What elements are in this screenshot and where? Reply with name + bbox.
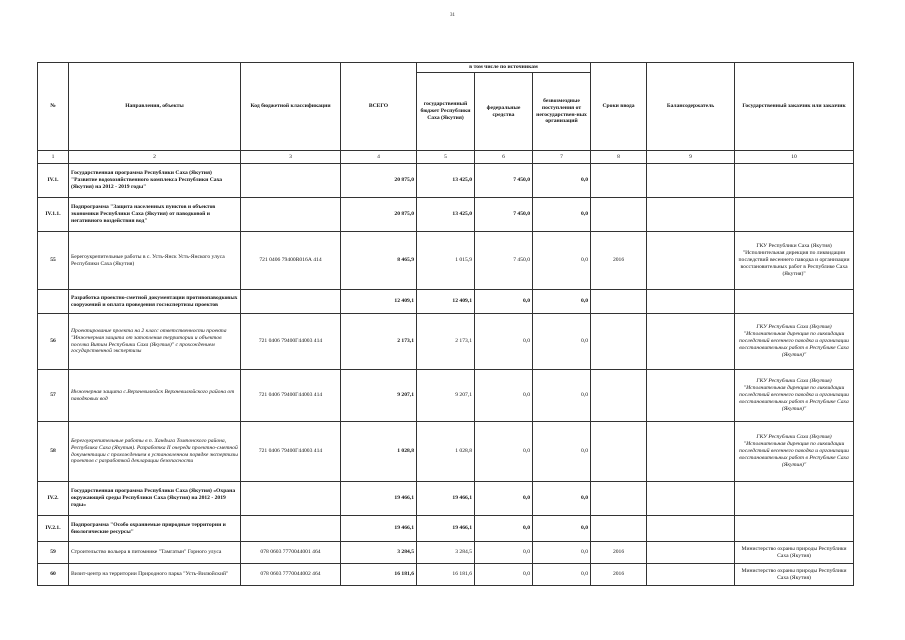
- row-holder: [647, 516, 735, 542]
- row-state-budget: 12 409,1: [417, 290, 475, 314]
- row-customer: [735, 198, 854, 232]
- row-budget-code: 078 0603 7770044002 464: [241, 564, 341, 586]
- col-num: 7: [533, 151, 591, 164]
- row-customer: ГКУ Республики Саха (Якутия) "Исполнительная дирекция по ликвидации последствий весеннего паводка и организации восстановительных работ в Республике Саха (Якутия)": [735, 422, 854, 482]
- row-federal: 7 450,0: [475, 164, 533, 198]
- row-federal: 7 450,0: [475, 232, 533, 290]
- row-customer: ГКУ Республики Саха (Якутия) "Исполнительная дирекция по ликвидации последствий весеннего паводка и организации восстановительных работ в Республике Саха (Якутия)": [735, 370, 854, 422]
- row-state-budget: 19 466,1: [417, 482, 475, 516]
- row-budget-code: 721 0406 79400R016А 414: [241, 232, 341, 290]
- row-gratuitous: 0,0: [533, 370, 591, 422]
- header-budget-code: Код бюджетной классификации: [241, 63, 341, 151]
- row-gratuitous: 0,0: [533, 564, 591, 586]
- header-state-budget: государственный бюджет Республики Саха (Якутия): [417, 73, 475, 151]
- row-state-budget: 2 173,1: [417, 314, 475, 370]
- row-term: [591, 370, 647, 422]
- row-total: 19 466,1: [341, 482, 417, 516]
- row-federal: 0,0: [475, 422, 533, 482]
- row-direction: Проектирование проекта на 2 класс ответственности проекта "Инженерная защита от затопления территории и объектов поселка Витим Республики Саха (Якутия)" с прохождением государственной экспертизы: [69, 314, 241, 370]
- row-budget-code: [241, 198, 341, 232]
- row-number: IV.1.1.: [38, 198, 69, 232]
- row-federal: 0,0: [475, 542, 533, 564]
- row-gratuitous: 0,0: [533, 482, 591, 516]
- header-sources-group: в том числе по источникам: [417, 63, 591, 73]
- row-number: IV.2.: [38, 482, 69, 516]
- row-direction: Инженерная защита с.Верхневилюйск Верхневилюйского района от паводковых вод: [69, 370, 241, 422]
- row-term: 2016: [591, 232, 647, 290]
- row-customer: [735, 516, 854, 542]
- row-customer: ГКУ Республики Саха (Якутия) "Исполнительная дирекция по ликвидации последствий весеннего паводка и организации восстановительных работ в Республике Саха (Якутия)": [735, 232, 854, 290]
- row-budget-code: [241, 164, 341, 198]
- col-num: 3: [241, 151, 341, 164]
- row-direction: Государственная программа Республики Саха (Якутия) «Охрана окружающей среды Республики Саха (Якутия) на 2012 - 2019 годы»: [69, 482, 241, 516]
- row-holder: [647, 564, 735, 586]
- row-direction: Подпрограмма "Защита населенных пунктов и объектов экономики Республики Саха (Якутия) от паводковой и негативного воздействия вод": [69, 198, 241, 232]
- row-federal: 0,0: [475, 370, 533, 422]
- table-row: [38, 290, 854, 314]
- header-direction: Направления, объекты: [69, 63, 241, 151]
- row-direction: Подпрограмма "Особо охраняемые природные территории и биологические ресурсы": [69, 516, 241, 542]
- row-number: 56: [38, 314, 69, 370]
- investment-table: [37, 62, 854, 586]
- table-row: [38, 232, 854, 290]
- row-term: 2016: [591, 542, 647, 564]
- row-budget-code: [241, 482, 341, 516]
- row-customer: ГКУ Республики Саха (Якутия) "Исполнительная дирекция по ликвидации последствий весеннего паводка и организации восстановительных работ в Республике Саха (Якутия)": [735, 314, 854, 370]
- row-direction: Визит-центр на территории Природного парка "Усть-Вилюйский": [69, 564, 241, 586]
- row-number: 57: [38, 370, 69, 422]
- row-term: [591, 516, 647, 542]
- row-budget-code: 721 0406 79400Г44003 414: [241, 422, 341, 482]
- row-total: 12 409,1: [341, 290, 417, 314]
- row-total: 3 284,5: [341, 542, 417, 564]
- header-gratuitous: безвозмездные поступления от негосударствен-ных организаций: [533, 73, 591, 151]
- table-row: [38, 564, 854, 586]
- row-federal: 7 450,0: [475, 198, 533, 232]
- row-gratuitous: 0,0: [533, 198, 591, 232]
- row-customer: Министерство охраны природы Республики Саха (Якутия): [735, 564, 854, 586]
- row-budget-code: 721 0406 79400Г44003 414: [241, 314, 341, 370]
- row-state-budget: 1 028,8: [417, 422, 475, 482]
- row-number: IV.1.: [38, 164, 69, 198]
- row-gratuitous: 0,0: [533, 290, 591, 314]
- row-holder: [647, 542, 735, 564]
- row-direction: Разработка проектно-сметной документации противопаводковых сооружений и оплата проведения госэкспертизы проектов: [69, 290, 241, 314]
- row-holder: [647, 290, 735, 314]
- row-total: 9 207,1: [341, 370, 417, 422]
- col-num: 5: [417, 151, 475, 164]
- row-state-budget: 19 466,1: [417, 516, 475, 542]
- row-state-budget: 13 425,0: [417, 164, 475, 198]
- row-number: IV.2.1.: [38, 516, 69, 542]
- table-row: [38, 542, 854, 564]
- header-holder: Балансодержатель: [647, 63, 735, 151]
- row-federal: 0,0: [475, 290, 533, 314]
- row-budget-code: [241, 290, 341, 314]
- row-state-budget: 1 015,9: [417, 232, 475, 290]
- table-row: [38, 198, 854, 232]
- row-number: 55: [38, 232, 69, 290]
- header-total: ВСЕГО: [341, 63, 417, 151]
- row-total: 2 173,1: [341, 314, 417, 370]
- row-federal: 0,0: [475, 314, 533, 370]
- row-customer: Министерство охраны природы Республики Саха (Якутия): [735, 542, 854, 564]
- row-gratuitous: 0,0: [533, 232, 591, 290]
- row-term: [591, 422, 647, 482]
- row-total: 1 028,8: [341, 422, 417, 482]
- col-num: 1: [38, 151, 69, 164]
- table-body: [38, 164, 854, 586]
- row-term: [591, 164, 647, 198]
- row-customer: [735, 482, 854, 516]
- row-holder: [647, 370, 735, 422]
- col-num: 10: [735, 151, 854, 164]
- row-gratuitous: 0,0: [533, 422, 591, 482]
- col-num: 4: [341, 151, 417, 164]
- row-state-budget: 3 284,5: [417, 542, 475, 564]
- row-total: 8 465,9: [341, 232, 417, 290]
- table-row: [38, 370, 854, 422]
- row-term: [591, 482, 647, 516]
- row-number: [38, 290, 69, 314]
- row-customer: [735, 290, 854, 314]
- row-holder: [647, 314, 735, 370]
- row-number: 58: [38, 422, 69, 482]
- header-terms: Сроки ввода: [591, 63, 647, 151]
- row-total: 19 466,1: [341, 516, 417, 542]
- row-gratuitous: 0,0: [533, 164, 591, 198]
- row-total: 16 181,6: [341, 564, 417, 586]
- row-budget-code: 721 0406 79400Г44003 414: [241, 370, 341, 422]
- col-num: 6: [475, 151, 533, 164]
- row-direction: Строительство вольера в питомнике "Тамгатын" Горного улуса: [69, 542, 241, 564]
- row-holder: [647, 198, 735, 232]
- row-holder: [647, 422, 735, 482]
- header-federal: федеральные средства: [475, 73, 533, 151]
- header-customer: Государственный заказчик или заказчик: [735, 63, 854, 151]
- row-term: [591, 198, 647, 232]
- table-row: [38, 314, 854, 370]
- row-term: 2016: [591, 564, 647, 586]
- row-number: 60: [38, 564, 69, 586]
- col-num: 9: [647, 151, 735, 164]
- table-row: [38, 164, 854, 198]
- row-holder: [647, 482, 735, 516]
- column-number-row: [38, 151, 854, 164]
- row-term: [591, 290, 647, 314]
- page-number: 31: [450, 13, 455, 18]
- row-federal: 0,0: [475, 564, 533, 586]
- row-holder: [647, 164, 735, 198]
- row-total: 20 875,0: [341, 198, 417, 232]
- row-state-budget: 9 207,1: [417, 370, 475, 422]
- row-number: 59: [38, 542, 69, 564]
- table-row: [38, 516, 854, 542]
- row-term: [591, 314, 647, 370]
- row-budget-code: 078 0603 7770044001 464: [241, 542, 341, 564]
- row-federal: 0,0: [475, 482, 533, 516]
- col-num: 2: [69, 151, 241, 164]
- table-row: [38, 422, 854, 482]
- header-no: №: [38, 63, 69, 151]
- row-direction: Государственная программа Республики Саха (Якутия) "Развитие водохозяйственного комплекса Республики Саха (Якутия) на 2012 - 2019 годы": [69, 164, 241, 198]
- row-budget-code: [241, 516, 341, 542]
- row-gratuitous: 0,0: [533, 516, 591, 542]
- row-direction: Берегоукрепительные работы в с. Усть-Янск Усть-Янского улуса Республики Саха (Якутия): [69, 232, 241, 290]
- row-gratuitous: 0,0: [533, 314, 591, 370]
- row-customer: [735, 164, 854, 198]
- row-state-budget: 13 425,0: [417, 198, 475, 232]
- row-holder: [647, 232, 735, 290]
- row-gratuitous: 0,0: [533, 542, 591, 564]
- col-num: 8: [591, 151, 647, 164]
- row-direction: Берегоукрепительные работы в п. Хандыга Томпонского района, Республика Саха (Якутия). Разработка II очереди проектно-сметной документации с прохождением в установленном порядке экспертизы проектов с разработкой декларации безопасности: [69, 422, 241, 482]
- row-federal: 0,0: [475, 516, 533, 542]
- row-state-budget: 16 181,6: [417, 564, 475, 586]
- row-total: 20 875,0: [341, 164, 417, 198]
- table-row: [38, 482, 854, 516]
